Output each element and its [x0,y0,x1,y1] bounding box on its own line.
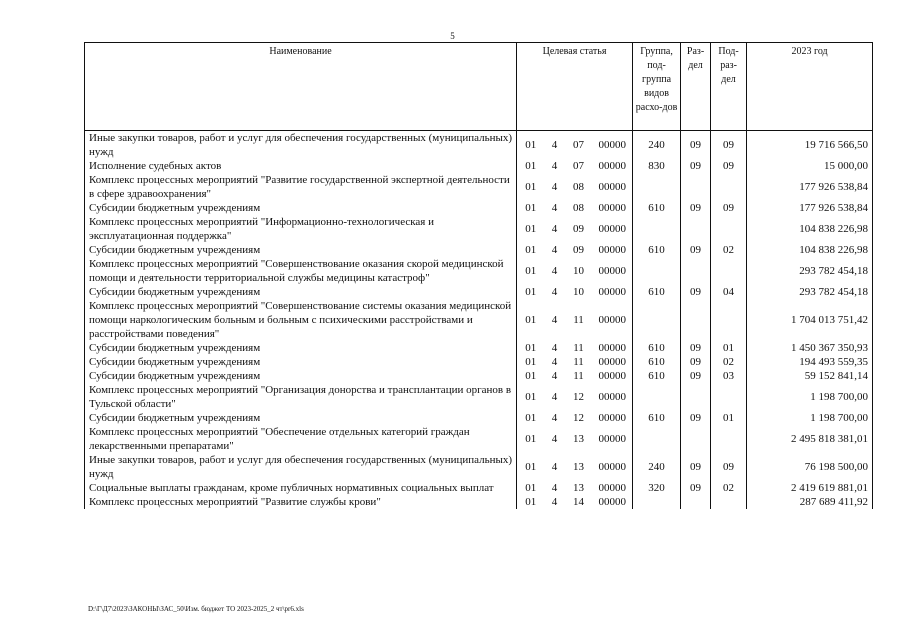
header-subsection: Под-раз-дел [711,43,747,131]
row-amount: 287 689 411,92 [747,495,873,509]
row-name: Субсидии бюджетным учреждениям [85,285,517,299]
table-row [85,383,873,411]
row-target-code-4: 00000 [598,412,627,424]
table-row [85,495,873,509]
row-name: Субсидии бюджетным учреждениям [85,411,517,425]
row-section: 09 [681,453,711,481]
row-amount: 177 926 538,84 [747,201,873,215]
row-target-code-4: 00000 [598,342,627,354]
row-target-code-4: 00000 [598,139,627,151]
table-row [85,453,873,481]
table-row [85,257,873,285]
row-group: 240 [633,131,681,160]
row-target-code-1: 01 [525,433,537,445]
table-header-row [85,43,873,131]
row-target-code-4: 00000 [598,356,627,368]
row-amount: 293 782 454,18 [747,257,873,285]
row-group: 610 [633,411,681,425]
row-name: Иные закупки товаров, работ и услуг для обеспечения государственных (муниципальных) нужд [85,131,517,160]
row-target-code-2: 4 [551,433,558,445]
row-subsection [711,495,747,509]
row-subsection: 09 [711,453,747,481]
row-target-code-4: 00000 [598,433,627,445]
row-target-code-3: 08 [573,202,584,214]
row-subsection [711,257,747,285]
row-target-code-4: 00000 [598,181,627,193]
row-target-code-4: 00000 [598,160,627,172]
row-target-code-3: 09 [573,244,584,256]
header-year: 2023 год [747,43,873,131]
row-target-code-4: 00000 [598,223,627,235]
row-target-code-2: 4 [551,461,558,473]
row-target-code-1: 01 [525,391,537,403]
row-section: 09 [681,369,711,383]
row-name: Комплекс процессных мероприятий "Совершенствование оказания скорой медицинской помощи и деятельности территориальной службы медицины катастроф" [85,257,517,285]
row-name: Комплекс процессных мероприятий "Развитие службы крови" [85,495,517,509]
row-amount: 177 926 538,84 [747,173,873,201]
row-target-code-1: 01 [525,139,537,151]
table-row [85,131,873,160]
row-target-code-1: 01 [525,160,537,172]
row-name: Субсидии бюджетным учреждениям [85,369,517,383]
row-target-code-3: 13 [573,433,584,445]
row-subsection [711,215,747,243]
row-group: 610 [633,341,681,355]
row-target-code-4: 00000 [598,265,627,277]
row-group [633,383,681,411]
row-section: 09 [681,411,711,425]
header-group: Группа, под-группа видов расхо-дов [633,43,681,131]
row-group: 830 [633,159,681,173]
row-subsection: 02 [711,481,747,495]
row-amount: 1 198 700,00 [747,411,873,425]
table-row [85,285,873,299]
row-amount: 1 450 367 350,93 [747,341,873,355]
row-subsection: 09 [711,159,747,173]
row-section: 09 [681,243,711,257]
row-group: 320 [633,481,681,495]
row-target-code-4: 00000 [598,244,627,256]
row-subsection [711,173,747,201]
row-section: 09 [681,341,711,355]
row-target-code-3: 11 [573,370,584,382]
row-section [681,383,711,411]
row-target-code-2: 4 [551,342,558,354]
row-name: Социальные выплаты гражданам, кроме публичных нормативных социальных выплат [85,481,517,495]
row-amount: 104 838 226,98 [747,215,873,243]
row-target-code-3: 12 [573,412,584,424]
row-target-code-2: 4 [551,181,558,193]
row-group [633,215,681,243]
page-number: 5 [450,31,455,41]
row-target-code-3: 07 [573,139,584,151]
row-amount: 293 782 454,18 [747,285,873,299]
row-target-code-4: 00000 [598,482,627,494]
row-subsection: 01 [711,411,747,425]
row-target-code-3: 09 [573,223,584,235]
row-target-code-3: 12 [573,391,584,403]
row-target-code-2: 4 [551,391,558,403]
row-target-code-1: 01 [525,265,537,277]
row-name: Комплекс процессных мероприятий "Совершенствование системы оказания медицинской помощи наркологическим больным и больным с психическими расстройствами и расстройствами поведения" [85,299,517,341]
table-row [85,369,873,383]
row-name: Исполнение судебных актов [85,159,517,173]
row-name: Комплекс процессных мероприятий "Информационно-технологическая и эксплуатационная поддержка" [85,215,517,243]
row-target-code-1: 01 [525,370,537,382]
table-row [85,215,873,243]
row-target-code-2: 4 [551,265,558,277]
row-target-code-1: 01 [525,412,537,424]
row-subsection [711,425,747,453]
row-section: 09 [681,131,711,160]
row-target-code-2: 4 [551,412,558,424]
row-target-code-4: 00000 [598,202,627,214]
row-group [633,299,681,341]
row-subsection: 02 [711,355,747,369]
row-target-code-3: 13 [573,482,584,494]
row-name: Иные закупки товаров, работ и услуг для обеспечения государственных (муниципальных) нужд [85,453,517,481]
row-section: 09 [681,481,711,495]
row-amount: 19 716 566,50 [747,131,873,160]
row-target-code-4: 00000 [598,496,627,508]
header-target: Целевая статья [517,43,633,131]
row-group: 240 [633,453,681,481]
row-name: Субсидии бюджетным учреждениям [85,341,517,355]
row-amount: 76 198 500,00 [747,453,873,481]
row-target-code-2: 4 [551,160,558,172]
table-row [85,243,873,257]
row-target-code-1: 01 [525,223,537,235]
row-section [681,495,711,509]
row-name: Субсидии бюджетным учреждениям [85,243,517,257]
row-target-code-1: 01 [525,181,537,193]
row-target-code-3: 10 [573,265,584,277]
row-amount: 1 198 700,00 [747,383,873,411]
row-name: Комплекс процессных мероприятий "Организация донорства и трансплантации органов в Тульской области" [85,383,517,411]
row-group: 610 [633,243,681,257]
row-group [633,495,681,509]
row-section: 09 [681,159,711,173]
row-target-code-3: 07 [573,160,584,172]
row-group: 610 [633,355,681,369]
row-target-code-1: 01 [525,286,537,298]
row-target-code-1: 01 [525,314,537,326]
row-target-code-2: 4 [551,370,558,382]
table-row [85,341,873,355]
row-section: 09 [681,201,711,215]
row-amount: 59 152 841,14 [747,369,873,383]
row-section [681,299,711,341]
row-target-code-2: 4 [551,223,558,235]
row-target-code-2: 4 [551,356,558,368]
row-target-code-1: 01 [525,482,537,494]
header-section: Раз-дел [681,43,711,131]
row-target-code-3: 08 [573,181,584,193]
row-name: Комплекс процессных мероприятий "Обеспечение отдельных категорий граждан лекарственными препаратами" [85,425,517,453]
row-target-code-3: 14 [573,496,584,508]
row-target-code-2: 4 [551,202,558,214]
row-target-code-1: 01 [525,202,537,214]
row-section [681,215,711,243]
row-target-code-3: 13 [573,461,584,473]
budget-table [84,42,873,509]
row-name: Субсидии бюджетным учреждениям [85,355,517,369]
row-amount: 1 704 013 751,42 [747,299,873,341]
row-target-code-4: 00000 [598,370,627,382]
row-section [681,425,711,453]
row-subsection [711,299,747,341]
header-name: Наименование [85,43,517,131]
row-subsection [711,383,747,411]
row-group [633,173,681,201]
row-name: Комплекс процессных мероприятий "Развитие государственной экспертной деятельности в сфере здравоохранения" [85,173,517,201]
row-target-code-1: 01 [525,244,537,256]
row-target-code-1: 01 [525,461,537,473]
row-amount: 2 419 619 881,01 [747,481,873,495]
row-section: 09 [681,355,711,369]
table-row [85,159,873,173]
row-target-code-2: 4 [551,482,558,494]
row-target-code-3: 11 [573,356,584,368]
table-row [85,201,873,215]
row-subsection: 04 [711,285,747,299]
row-target-code-4: 00000 [598,286,627,298]
row-amount: 104 838 226,98 [747,243,873,257]
row-target-code-2: 4 [551,244,558,256]
row-section: 09 [681,285,711,299]
row-amount: 15 000,00 [747,159,873,173]
table-row [85,173,873,201]
row-target-code-2: 4 [551,496,558,508]
row-amount: 194 493 559,35 [747,355,873,369]
row-subsection: 03 [711,369,747,383]
row-section [681,173,711,201]
row-group: 610 [633,285,681,299]
row-subsection: 09 [711,201,747,215]
file-path-footer: D:\Г\Д7\2023\ЗАКОНЫ\ЗАС_50\Изм. бюджет ТО 2023-2025_2 чт\pr6.xls [88,605,304,613]
row-target-code-2: 4 [551,286,558,298]
row-target-code-2: 4 [551,314,558,326]
row-target-code-1: 01 [525,342,537,354]
row-amount: 2 495 818 381,01 [747,425,873,453]
row-target-code-2: 4 [551,139,558,151]
table-row [85,355,873,369]
row-target-code-4: 00000 [598,314,627,326]
row-subsection: 01 [711,341,747,355]
row-target-code-4: 00000 [598,461,627,473]
row-target-code-1: 01 [525,496,537,508]
row-target-code-3: 10 [573,286,584,298]
row-group: 610 [633,369,681,383]
row-group: 610 [633,201,681,215]
row-target-code-1: 01 [525,356,537,368]
row-subsection: 02 [711,243,747,257]
row-section [681,257,711,285]
row-target-code-3: 11 [573,314,584,326]
row-target-code-3: 11 [573,342,584,354]
table-row [85,481,873,495]
row-name: Субсидии бюджетным учреждениям [85,201,517,215]
row-target-code-4: 00000 [598,391,627,403]
table-row [85,425,873,453]
row-group [633,425,681,453]
table-row [85,299,873,341]
row-group [633,257,681,285]
row-subsection: 09 [711,131,747,160]
table-row [85,411,873,425]
